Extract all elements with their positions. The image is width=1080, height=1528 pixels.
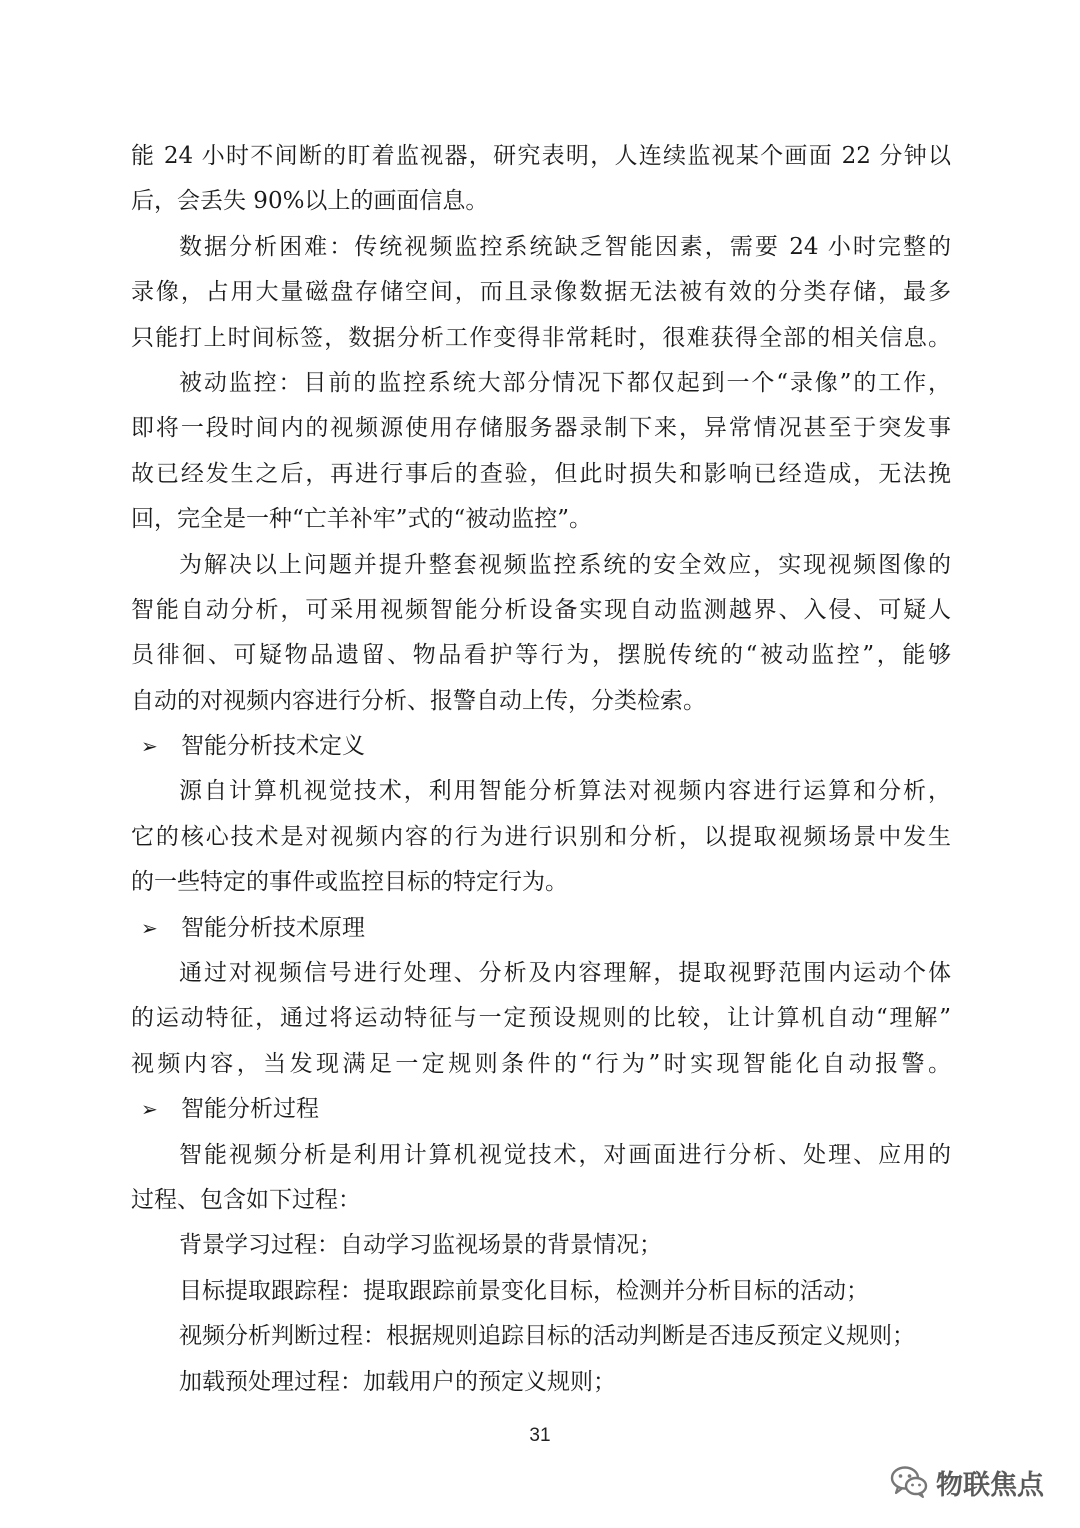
text-line: 智能自动分析，可采用视频智能分析设备实现自动监测越界、入侵、可疑人 — [131, 596, 951, 623]
text-line: 数据分析困难：传统视频监控系统缺乏智能因素，需要 24 小时完整的 — [179, 233, 951, 260]
body-text — [131, 134, 951, 1405]
text-line: 目标提取跟踪程：提取跟踪前景变化目标，检测并分析目标的活动； — [179, 1277, 869, 1304]
text-line: 员徘徊、可疑物品遗留、物品看护等行为，摆脱传统的“被动监控”，能够 — [131, 642, 951, 669]
watermark-label: 物联焦点 — [936, 1469, 1044, 1501]
text-line: 的一些特定的事件或监控目标的特定行为。 — [131, 869, 568, 896]
text-line: 录像，占用大量磁盘存储空间，而且录像数据无法被有效的分类存储，最多 — [131, 279, 951, 306]
text-line: 即将一段时间内的视频源使用存储服务器录制下来，异常情况甚至于突发事 — [131, 415, 951, 442]
section-heading-text: 智能分析技术原理 — [181, 914, 365, 941]
text-line: 过程、包含如下过程： — [131, 1186, 361, 1213]
bullet-arrow-icon: ➢ — [141, 1097, 158, 1122]
section-heading — [131, 906, 951, 951]
text-line: 的运动特征，通过将运动特征与一定预设规则的比较，让计算机自动“理解” — [131, 1005, 951, 1032]
text-line: 通过对视频信号进行处理、分析及内容理解，提取视野范围内运动个体 — [179, 960, 951, 987]
wechat-icon — [890, 1465, 928, 1499]
text-line: 回，完全是一种“亡羊补牢”式的“被动监控”。 — [131, 506, 593, 533]
text-line: 源自计算机视觉技术，利用智能分析算法对视频内容进行运算和分析， — [179, 778, 951, 805]
text-line: 后，会丢失 90%以上的画面信息。 — [131, 188, 489, 215]
text-line: 它的核心技术是对视频内容的行为进行识别和分析，以提取视频场景中发生 — [131, 823, 951, 850]
bullet-arrow-icon: ➢ — [141, 915, 158, 940]
section-heading-text: 智能分析过程 — [181, 1096, 319, 1123]
text-line: 故已经发生之后，再进行事后的查验，但此时损失和影响已经造成，无法挽 — [131, 460, 951, 487]
text-line: 加载预处理过程：加载用户的预定义规则； — [179, 1368, 616, 1395]
section-heading — [131, 1087, 951, 1132]
text-line: 自动的对视频内容进行分析、报警自动上传，分类检索。 — [131, 687, 706, 714]
text-line: 视频内容，当发现满足一定规则条件的“行为”时实现智能化自动报警。 — [131, 1050, 951, 1077]
bullet-arrow-icon: ➢ — [141, 734, 158, 759]
text-line: 为解决以上问题并提升整套视频监控系统的安全效应，实现视频图像的 — [179, 551, 951, 578]
text-line: 能 24 小时不间断的盯着监视器，研究表明，人连续监视某个画面 22 分钟以 — [131, 143, 951, 169]
page-number: 31 — [529, 1425, 551, 1446]
section-heading-text: 智能分析技术定义 — [181, 733, 365, 760]
section-heading — [131, 724, 951, 769]
watermark — [890, 1460, 1044, 1504]
text-line: 视频分析判断过程：根据规则追踪目标的活动判断是否违反预定义规则； — [179, 1323, 915, 1350]
text-line: 智能视频分析是利用计算机视觉技术，对画面进行分析、处理、应用的 — [179, 1141, 951, 1168]
text-line: 被动监控：目前的监控系统大部分情况下都仅起到一个“录像”的工作， — [179, 369, 951, 396]
text-line: 背景学习过程：自动学习监视场景的背景情况； — [179, 1232, 662, 1259]
text-line: 只能打上时间标签，数据分析工作变得非常耗时，很难获得全部的相关信息。 — [131, 324, 951, 351]
